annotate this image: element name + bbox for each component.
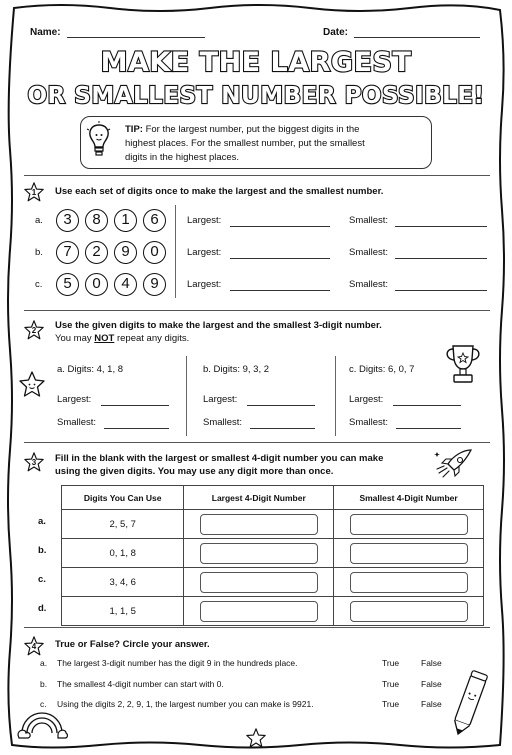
section-3-instruction-1: Fill in the blank with the largest or smallest 4-digit number you can make [55, 453, 384, 464]
digit-circle: 9 [143, 273, 166, 296]
divider [24, 627, 490, 628]
item-text: Using the digits 2, 2, 9, 1, the largest number you can make is 9921. [57, 699, 314, 709]
largest-label: Largest: [187, 279, 222, 290]
divider [24, 175, 490, 176]
column-header: Largest 4-Digit Number [184, 486, 334, 510]
false-option[interactable]: False [421, 679, 442, 689]
row-letter: d. [38, 603, 47, 614]
title-line-2: OR SMALLEST NUMBER POSSIBLE! [27, 83, 485, 109]
section-2-instruction: Use the given digits to make the largest and the smallest 3-digit number. [55, 320, 382, 331]
smallest-answer-field[interactable] [250, 428, 315, 429]
digit-circle: 6 [143, 209, 166, 232]
true-false-item [40, 678, 370, 690]
smallest-label: Smallest: [349, 247, 389, 258]
smallest-answer-box[interactable] [350, 572, 468, 593]
table-row [62, 539, 484, 568]
section-1-instruction: Use each set of digits once to make the largest and the smallest number. [55, 186, 384, 197]
digit-circle: 3 [56, 209, 79, 232]
smallest-label: Smallest: [349, 417, 389, 428]
section-1-number: 1 [31, 188, 37, 197]
item-text: The smallest 4-digit number can start with 0. [57, 679, 224, 689]
true-false-item [40, 698, 370, 710]
false-option[interactable]: False [421, 658, 442, 668]
date-field[interactable] [354, 37, 480, 38]
digit-circle: 8 [85, 209, 108, 232]
largest-answer-box[interactable] [200, 543, 318, 564]
pencil-icon [445, 668, 493, 740]
digit-circle: 5 [56, 273, 79, 296]
title-line-1: MAKE THE LARGEST [100, 47, 412, 78]
rainbow-icon [16, 703, 68, 741]
digit-circle: 9 [114, 241, 137, 264]
trophy-icon [440, 341, 486, 387]
section-2-note-emphasis: NOT [94, 333, 115, 344]
item-letter: c. [40, 699, 47, 709]
column-header: Digits You Can Use [62, 486, 184, 510]
largest-answer-field[interactable] [247, 405, 315, 406]
largest-label: Largest: [187, 247, 222, 258]
largest-cell [184, 597, 334, 626]
lightbulb-icon [86, 121, 112, 161]
divider [24, 310, 490, 311]
digit-circle: 7 [56, 241, 79, 264]
section-3-instruction-2: using the given digits. You may use any digit more than once. [55, 466, 334, 477]
smallest-answer-field[interactable] [395, 226, 487, 227]
smallest-label: Smallest: [57, 417, 97, 428]
table-row [62, 597, 484, 626]
section-2-note-pre: You may [55, 333, 92, 344]
tip-text-1: For the largest number, put the biggest digits in the [145, 124, 360, 135]
digits-label: b. Digits: 9, 3, 2 [203, 364, 270, 375]
largest-answer-field[interactable] [230, 258, 330, 259]
divider [335, 356, 336, 436]
smallest-cell [334, 539, 484, 568]
true-false-item [40, 657, 370, 669]
largest-answer-field[interactable] [393, 405, 461, 406]
digit-circle: 2 [85, 241, 108, 264]
row-letter: a. [38, 516, 46, 527]
table-row [62, 510, 484, 539]
section-3-table [61, 485, 484, 626]
largest-cell [184, 510, 334, 539]
largest-cell [184, 568, 334, 597]
largest-cell [184, 539, 334, 568]
true-option[interactable]: True [382, 699, 400, 709]
row-letter: b. [35, 247, 43, 258]
smallest-label: Smallest: [349, 215, 389, 226]
digits-cell: 3, 4, 6 [62, 568, 184, 597]
digit-circle: 1 [114, 209, 137, 232]
largest-label: Largest: [349, 394, 384, 405]
largest-label: Largest: [187, 215, 222, 226]
true-option[interactable]: True [382, 658, 400, 668]
section-2-note-post: repeat any digits. [116, 333, 190, 344]
tip-label: TIP: [125, 124, 143, 135]
section-4-number: 4 [31, 642, 37, 651]
divider [24, 442, 490, 443]
digits-cell: 2, 5, 7 [62, 510, 184, 539]
digit-circle: 4 [114, 273, 137, 296]
divider [186, 356, 187, 436]
name-field[interactable] [67, 37, 205, 38]
largest-label: Largest: [57, 394, 92, 405]
table-row [62, 568, 484, 597]
largest-answer-box[interactable] [200, 514, 318, 535]
digits-cell: 1, 1, 5 [62, 597, 184, 626]
digit-circle: 0 [143, 241, 166, 264]
name-label: Name: [30, 27, 61, 38]
smallest-cell [334, 510, 484, 539]
largest-answer-box[interactable] [200, 572, 318, 593]
smallest-cell [334, 568, 484, 597]
smallest-answer-box[interactable] [350, 601, 468, 622]
star-icon [246, 728, 266, 748]
largest-answer-field[interactable] [230, 226, 330, 227]
smallest-answer-field[interactable] [104, 428, 169, 429]
column-header: Smallest 4-Digit Number [334, 486, 484, 510]
item-text: The largest 3-digit number has the digit 9 in the hundreds place. [57, 658, 298, 668]
smallest-answer-field[interactable] [395, 290, 487, 291]
smallest-label: Smallest: [349, 279, 389, 290]
digits-label: a. Digits: 4, 1, 8 [57, 364, 124, 375]
smallest-label: Smallest: [203, 417, 243, 428]
digits-cell: 0, 1, 8 [62, 539, 184, 568]
largest-answer-box[interactable] [200, 601, 318, 622]
largest-answer-field[interactable] [101, 405, 169, 406]
smallest-answer-field[interactable] [395, 258, 487, 259]
section-2-number: 2 [31, 326, 37, 335]
item-letter: b. [40, 679, 48, 689]
smallest-answer-box[interactable] [350, 543, 468, 564]
section-3-number: 3 [31, 458, 37, 467]
smallest-cell [334, 597, 484, 626]
rocket-icon [433, 446, 477, 480]
row-letter: a. [35, 215, 43, 226]
section-4-instruction: True or False? Circle your answer. [55, 639, 210, 650]
smallest-answer-field[interactable] [396, 428, 461, 429]
row-letter: c. [35, 279, 43, 290]
digit-circle: 0 [85, 273, 108, 296]
smallest-answer-box[interactable] [350, 514, 468, 535]
true-option[interactable]: True [382, 679, 400, 689]
row-letter: b. [38, 545, 47, 556]
divider [175, 205, 176, 298]
row-letter: c. [38, 574, 46, 585]
false-option[interactable]: False [421, 699, 442, 709]
tip-text-2: highest places. For the smallest number, put the smallest [125, 138, 365, 149]
item-letter: a. [40, 658, 48, 668]
tip-text-3: digits in the highest places. [125, 152, 240, 163]
date-label: Date: [323, 27, 349, 38]
largest-answer-field[interactable] [230, 290, 330, 291]
largest-label: Largest: [203, 394, 238, 405]
digits-label: c. Digits: 6, 0, 7 [349, 364, 415, 375]
smiling-star-icon [17, 370, 47, 400]
